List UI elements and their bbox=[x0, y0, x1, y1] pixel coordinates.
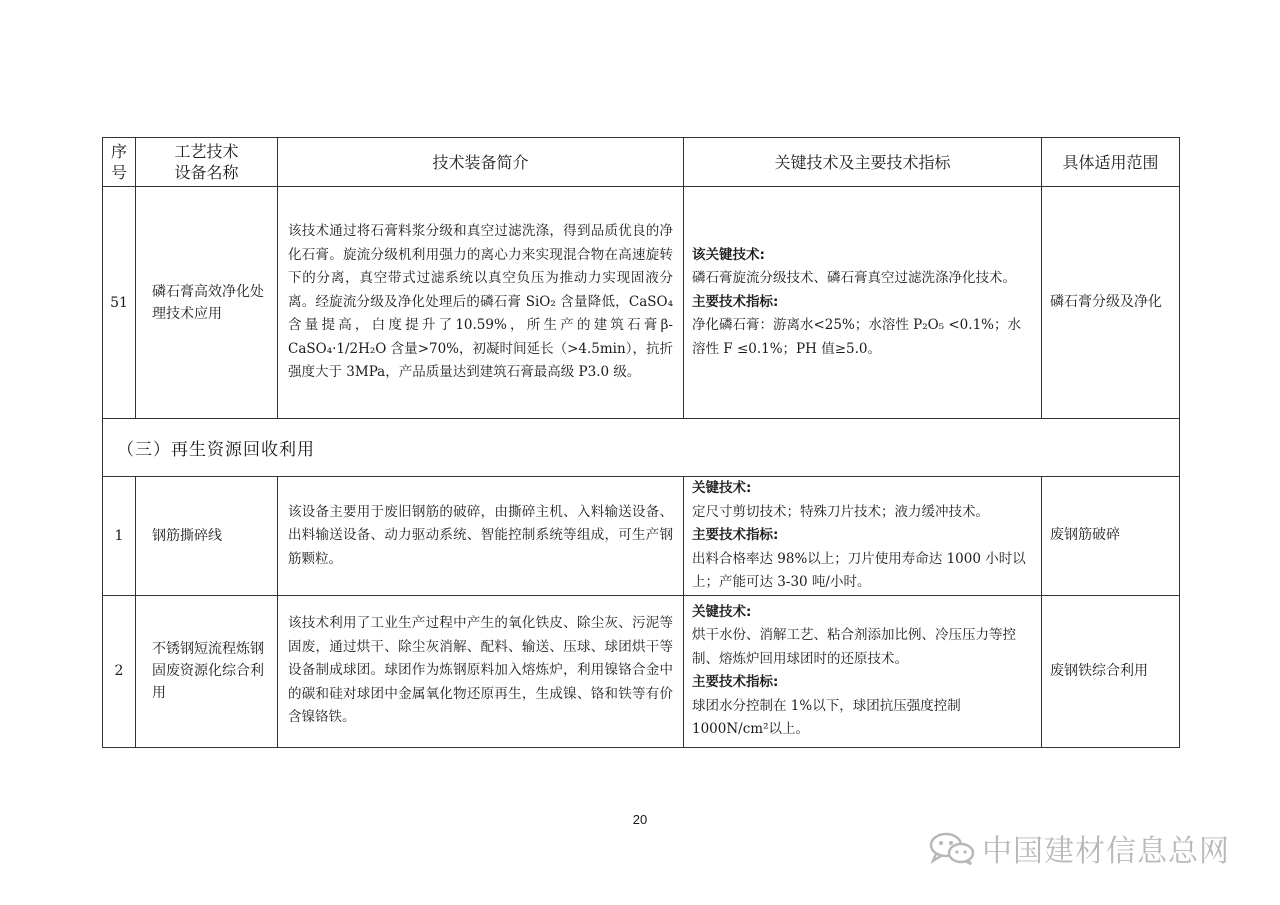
key-tech-text: 定尺寸剪切技术；特殊刀片技术；液力缓冲技术。 bbox=[692, 503, 989, 520]
row-description: 该技术通过将石膏料浆分级和真空过滤洗涤，得到品质优良的净化石膏。旋流分级机利用强力的离心力来实现混合物在高速旋转下的分离，真空带式过滤系统以真空负压为推动力实现固液分离。经旋流分级及净化处理后的磷石膏 SiO₂ 含量降低，CaSO₄ 含量提高，白度提升了10.59%，所生产的建筑石膏β-CaSO₄·1/2H₂O 含量>70%，初凝时间延长（>4.5min），抗折强度大于 3MPa，产品质量达到建筑石膏最高级 P3.0 级。 bbox=[278, 187, 684, 419]
row-number: 51 bbox=[103, 187, 136, 419]
key-tech-text: 磷石膏旋流分级技术、磷石膏真空过滤洗涤净化技术。 bbox=[692, 270, 1016, 287]
header-key-tech: 关键技术及主要技术指标 bbox=[684, 138, 1042, 187]
index-text: 球团水分控制在 1%以下，球团抗压强度控制1000N/cm²以上。 bbox=[692, 697, 961, 737]
key-tech-label: 关键技术: bbox=[692, 603, 752, 620]
header-name: 工艺技术 设备名称 bbox=[136, 138, 278, 187]
watermark bbox=[928, 828, 1230, 868]
row-name: 磷石膏高效净化处理技术应用 bbox=[136, 187, 278, 419]
key-tech-label: 该关键技术: bbox=[692, 246, 765, 263]
row-number: 2 bbox=[103, 595, 136, 747]
index-text: 净化磷石膏：游离水<25%；水溶性 P₂O₅ <0.1%；水溶性 F ≤0.1%；PH 值≥5.0。 bbox=[692, 317, 1021, 357]
row-key-tech bbox=[684, 595, 1042, 747]
table-row bbox=[103, 595, 1180, 747]
index-label: 主要技术指标: bbox=[692, 293, 779, 310]
index-label: 主要技术指标: bbox=[692, 674, 779, 690]
row-description: 该技术利用了工业生产过程中产生的氧化铁皮、除尘灰、污泥等固废，通过烘干、除尘灰消解、配料、输送、压球、球团烘干等设备制成球团。球团作为炼钢原料加入熔炼炉，利用镍铬合金中的碳和硅对球团中金属氧化物还原再生，生成镍、铬和铁等有价含镍铬铁。 bbox=[278, 595, 684, 747]
header-scope: 具体适用范围 bbox=[1042, 138, 1180, 187]
row-name: 不锈钢短流程炼钢固废资源化综合利用 bbox=[136, 595, 278, 747]
header-description: 技术装备简介 bbox=[278, 138, 684, 187]
header-index: 序 号 bbox=[103, 138, 136, 187]
row-description: 该设备主要用于废旧钢筋的破碎，由撕碎主机、入料输送设备、出料输送设备、动力驱动系统、智能控制系统等组成，可生产钢筋颗粒。 bbox=[278, 477, 684, 596]
wechat-icon bbox=[928, 831, 976, 865]
index-label: 主要技术指标: bbox=[692, 527, 779, 543]
key-tech-text: 烘干水份、消解工艺、粘合剂添加比例、冷压压力等控制、熔炼炉回用球团时的还原技术。 bbox=[692, 627, 1016, 667]
table-row bbox=[103, 187, 1180, 419]
table-header-row bbox=[103, 138, 1180, 187]
row-key-tech bbox=[684, 187, 1042, 419]
section-title: （三）再生资源回收利用 bbox=[103, 419, 1180, 477]
watermark-text: 中国建材信息总网 bbox=[982, 834, 1230, 869]
section-row bbox=[103, 419, 1180, 477]
table-row bbox=[103, 477, 1180, 596]
row-key-tech bbox=[684, 477, 1042, 596]
key-tech-label: 关键技术: bbox=[692, 480, 752, 496]
row-scope: 废钢筋破碎 bbox=[1042, 477, 1180, 596]
index-text: 出料合格率达 98%以上；刀片使用寿命达 1000 小时以上；产能可达 3-30 吨/小时。 bbox=[692, 550, 1026, 590]
technology-table bbox=[102, 137, 1180, 748]
row-name: 钢筋撕碎线 bbox=[136, 477, 278, 596]
page-number: 20 bbox=[632, 812, 648, 827]
row-number: 1 bbox=[103, 477, 136, 596]
row-scope: 磷石膏分级及净化 bbox=[1042, 187, 1180, 419]
row-scope: 废钢铁综合利用 bbox=[1042, 595, 1180, 747]
